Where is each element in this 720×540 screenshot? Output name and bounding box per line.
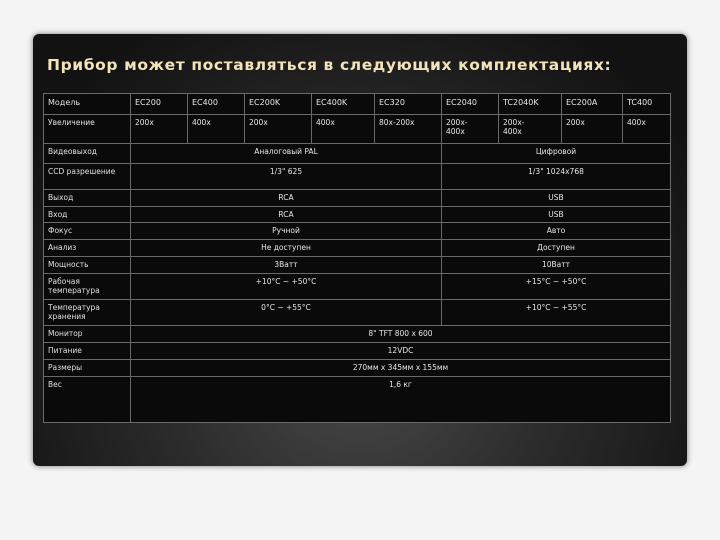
- table-row-monitor: [44, 326, 671, 343]
- table-row-storage-temperature: [44, 300, 671, 326]
- video-analog-cell: Аналоговый PAL: [131, 144, 442, 164]
- magnification-cell: 200x- 400x: [442, 115, 499, 144]
- storage-temp-analog-cell: 0°C ~ +55°C: [131, 300, 442, 326]
- table-row-supply: [44, 343, 671, 360]
- storage-temp-digital-cell: +10°C ~ +55°C: [442, 300, 671, 326]
- model-cell: EC400: [188, 94, 245, 115]
- table-row-video-output: [44, 144, 671, 164]
- analysis-digital-cell: Доступен: [442, 240, 671, 257]
- magnification-cell: 80x-200x: [375, 115, 442, 144]
- row-label-ccd: CCD разрешение: [44, 164, 131, 190]
- ccd-digital-cell: 1/3" 1024x768: [442, 164, 671, 190]
- table-row-input: [44, 207, 671, 223]
- monitor-cell: 8" TFT 800 x 600: [131, 326, 671, 343]
- analysis-analog-cell: Не доступен: [131, 240, 442, 257]
- model-cell: EC320: [375, 94, 442, 115]
- magnification-cell: 400x: [312, 115, 375, 144]
- row-label-output: Выход: [44, 190, 131, 207]
- power-analog-cell: 3Ватт: [131, 257, 442, 274]
- power-digital-cell: 10Ватт: [442, 257, 671, 274]
- row-label-power: Мощность: [44, 257, 131, 274]
- row-label-weight: Вес: [44, 377, 131, 423]
- table-row-ccd: [44, 164, 671, 190]
- magnification-cell: 200x: [131, 115, 188, 144]
- op-temp-digital-cell: +15°C ~ +50°C: [442, 274, 671, 300]
- table-row-focus: [44, 223, 671, 240]
- row-label-monitor: Монитор: [44, 326, 131, 343]
- supply-cell: 12VDC: [131, 343, 671, 360]
- model-cell: EC400K: [312, 94, 375, 115]
- table-row-operating-temperature: [44, 274, 671, 300]
- table-row-dimensions: [44, 360, 671, 377]
- table-row-magnification: [44, 115, 671, 144]
- weight-cell: 1,6 кг: [131, 377, 671, 423]
- output-digital-cell: USB: [442, 190, 671, 207]
- focus-digital-cell: Авто: [442, 223, 671, 240]
- magnification-cell: 200x: [562, 115, 623, 144]
- model-cell: EC200A: [562, 94, 623, 115]
- dimensions-cell: 270мм x 345мм x 155мм: [131, 360, 671, 377]
- row-label-model: Модель: [44, 94, 131, 115]
- table-row-model: [44, 94, 671, 115]
- row-label-input: Вход: [44, 207, 131, 223]
- model-cell: TC400: [623, 94, 671, 115]
- op-temp-analog-cell: +10°C ~ +50°C: [131, 274, 442, 300]
- magnification-cell: 200x: [245, 115, 312, 144]
- table-row-analysis: [44, 240, 671, 257]
- magnification-cell: 200x- 400x: [499, 115, 562, 144]
- video-digital-cell: Цифровой: [442, 144, 671, 164]
- magnification-cell: 400x: [188, 115, 245, 144]
- row-label-operating-temperature: Рабочая температура: [44, 274, 131, 300]
- model-cell: EC2040: [442, 94, 499, 115]
- specifications-table: [43, 93, 671, 423]
- row-label-focus: Фокус: [44, 223, 131, 240]
- table-row-power: [44, 257, 671, 274]
- input-digital-cell: USB: [442, 207, 671, 223]
- focus-analog-cell: Ручной: [131, 223, 442, 240]
- row-label-storage-temperature: Температура хранения: [44, 300, 131, 326]
- magnification-cell: 400x: [623, 115, 671, 144]
- row-label-dimensions: Размеры: [44, 360, 131, 377]
- slide-title: Прибор может поставляться в следующих комплектациях:: [47, 56, 612, 74]
- row-label-video-output: Видеовыход: [44, 144, 131, 164]
- model-cell: EC200: [131, 94, 188, 115]
- table-row-output: [44, 190, 671, 207]
- input-analog-cell: RCA: [131, 207, 442, 223]
- row-label-magnification: Увеличение: [44, 115, 131, 144]
- table-row-weight: [44, 377, 671, 423]
- row-label-supply: Питание: [44, 343, 131, 360]
- row-label-analysis: Анализ: [44, 240, 131, 257]
- model-cell: TC2040K: [499, 94, 562, 115]
- output-analog-cell: RCA: [131, 190, 442, 207]
- ccd-analog-cell: 1/3" 625: [131, 164, 442, 190]
- model-cell: EC200K: [245, 94, 312, 115]
